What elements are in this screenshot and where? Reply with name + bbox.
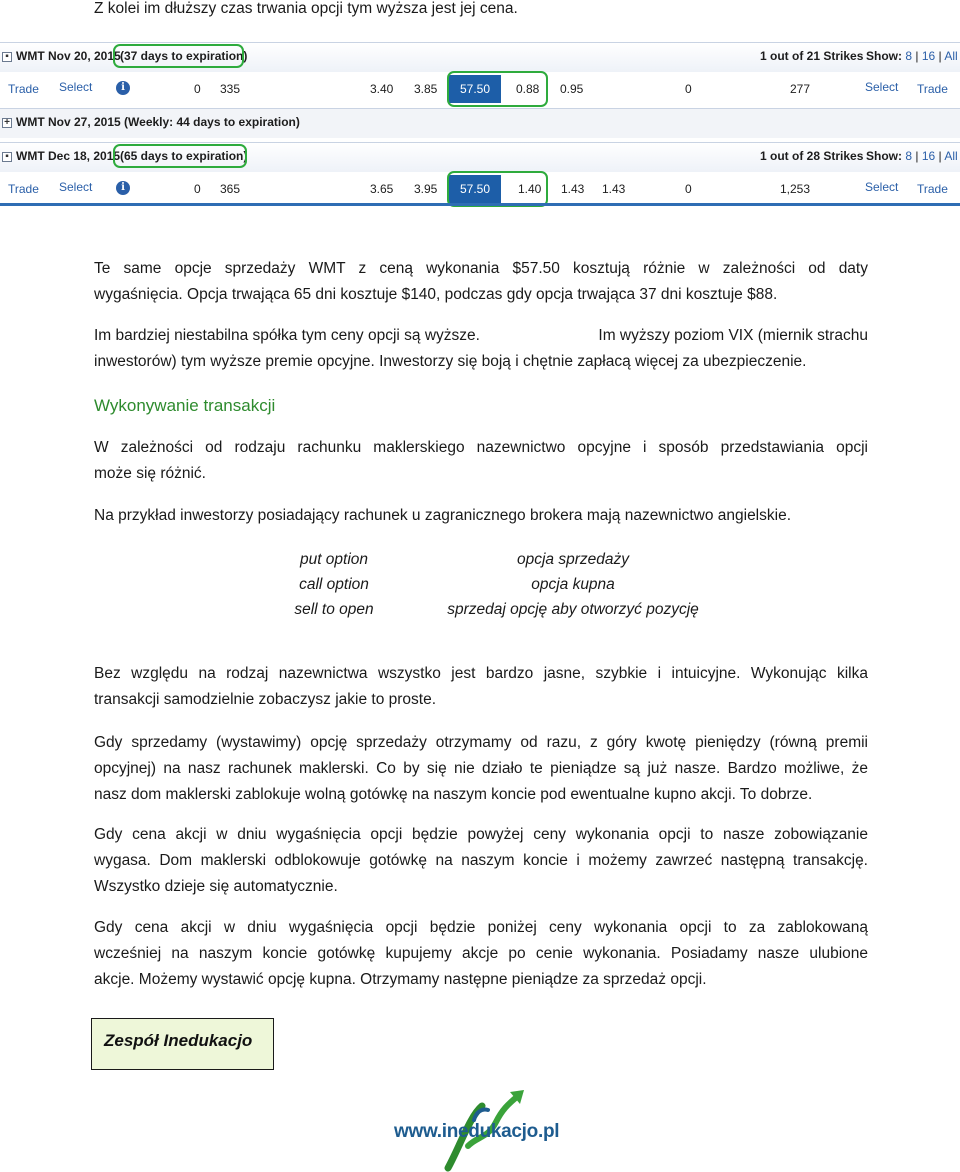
signature-box: [91, 1018, 274, 1070]
terms-table: [250, 547, 770, 622]
option-row-dec18: [0, 172, 960, 206]
days-to-expiration: (65 days to expiration): [120, 149, 248, 163]
paragraph-line: akcje. Możemy wystawić opcję kupna. Otrzymamy następne pieniądze za sprzedaż opcji.: [94, 971, 707, 988]
highlight-oval: [113, 144, 247, 168]
show-8-link[interactable]: 8: [905, 49, 913, 63]
cell-put-open-interest: 277: [790, 82, 811, 96]
trade-link-right[interactable]: Trade: [917, 82, 948, 96]
term-english: sell to open: [294, 601, 374, 618]
expiration-header-nov20[interactable]: [0, 42, 960, 72]
option-row-nov20: [0, 72, 960, 106]
highlight-oval: [447, 171, 548, 207]
show-label: Show:: [866, 49, 902, 63]
expiration-date: WMT Nov 27, 2015 (Weekly: 44 days to expiration): [16, 115, 300, 129]
select-link-right[interactable]: Select: [865, 80, 899, 94]
select-link-left[interactable]: Select: [59, 180, 93, 194]
paragraph-line: transakcji samodzielnie zobaczysz jakie to proste.: [94, 691, 437, 708]
logo-url: www.inedukacjo.pl: [394, 1121, 560, 1142]
paragraph-line: opcyjnej) na nasz rachunek maklerski. Co by się nie działo te pieniądze są już nasze. Bardzo możliwe, że: [94, 760, 868, 777]
cell-volume: 0: [194, 82, 201, 96]
cell-volume: 0: [194, 182, 201, 196]
paragraph-line: nasz dom maklerski zablokuje wolną gotówkę na naszym koncie pod ewentualne kupno akcji. To dobrze.: [94, 786, 813, 803]
select-link-left[interactable]: Select: [59, 80, 93, 94]
cell-put-ask: 1.43: [561, 182, 585, 196]
trade-link-left[interactable]: Trade: [8, 182, 39, 196]
paragraph-example: Na przykład inwestorzy posiadający rachunek u zagranicznego brokera mają nazewnictwo angielskie.: [94, 507, 792, 524]
term-row: [250, 547, 770, 572]
paragraph-line: Wszystko dzieje się automatycznie.: [94, 878, 338, 895]
paragraph-line: W zależności od rodzaju rachunku maklerskiego nazewnictwo opcyjne i sposób przedstawiania opcji: [94, 439, 868, 456]
paragraph-price-comparison: [94, 256, 868, 308]
paragraph-summary: [94, 661, 868, 713]
paragraph-below-strike: [94, 915, 868, 993]
paragraph-volatility: [94, 323, 868, 375]
strikes-count: 1 out of 28 Strikes: [760, 149, 864, 163]
days-to-expiration: (37 days to expiration): [120, 49, 248, 63]
section-heading: Wykonywanie transakcji: [94, 396, 276, 415]
row-divider: [0, 203, 960, 206]
cell-ask: 3.85: [414, 82, 438, 96]
paragraph-line: Gdy cena akcji w dniu wygaśnięcia opcji będzie powyżej ceny wykonania opcji to nasze zobowiązanie: [94, 826, 868, 843]
show-strikes-links: Show: 8 | 16 | All: [866, 149, 958, 163]
show-strikes-links: Show: 8 | 16 | All: [866, 49, 958, 63]
paragraph-line: Im bardziej niestabilna spółka tym ceny opcji są wyższe.: [94, 327, 480, 344]
paragraph-line: może się różnić.: [94, 465, 206, 482]
show-16-link[interactable]: 16: [921, 49, 936, 63]
collapse-icon[interactable]: ▪: [2, 152, 12, 162]
signature-text: Zespół Inedukacjo: [104, 1031, 253, 1050]
paragraph-line: Te same opcje sprzedaży WMT z ceną wykonania $57.50 kosztują różnie w zależności od daty: [94, 260, 868, 277]
cell-open-interest: 365: [220, 182, 241, 196]
info-icon[interactable]: i: [116, 81, 130, 95]
strikes-count: 1 out of 21 Strikes: [760, 49, 864, 63]
intro-line: Z kolei im dłuższy czas trwania opcji tym wyższa jest jej cena.: [94, 0, 518, 17]
show-8-link[interactable]: 8: [905, 149, 913, 163]
paragraph-above-strike: [94, 822, 868, 900]
trade-link-left[interactable]: Trade: [8, 82, 39, 96]
collapse-icon[interactable]: ▪: [2, 52, 12, 62]
paragraph-naming: [94, 435, 868, 487]
cell-put-ask: 0.95: [560, 82, 584, 96]
cell-put-last: 1.43: [602, 182, 626, 196]
term-polish: opcja kupna: [531, 576, 615, 593]
expiration-date: WMT Nov 20, 2015: [16, 49, 121, 63]
paragraph-line: Gdy cena akcji w dniu wygaśnięcia opcji będzie poniżej ceny wykonania opcji to za zablokowaną: [94, 919, 868, 936]
paragraph-line: Im wyższy poziom VIX (miernik strachu: [598, 327, 868, 344]
expiration-header-dec18[interactable]: [0, 142, 960, 172]
select-link-right[interactable]: Select: [865, 180, 899, 194]
paragraph-line: wygasa. Dom maklerski odblokowuje gotówkę na naszym koncie i możemy zawrzeć następną transakcję.: [94, 852, 868, 869]
term-english: put option: [299, 551, 369, 568]
term-polish: sprzedaj opcję aby otworzyć pozycję: [447, 601, 699, 618]
paragraph-line: wygaśnięcia. Opcja trwająca 65 dni kosztuje $140, podczas gdy opcja trwająca 37 dni kosztuje $88.: [94, 286, 778, 303]
paragraph-line: Gdy sprzedamy (wystawimy) opcję sprzedaży otrzymamy od razu, z góry kwotę pieniędzy (równą premii: [94, 734, 868, 751]
cell-bid: 3.40: [370, 82, 394, 96]
strike-price-cell: 57.50: [449, 75, 501, 103]
expiration-date: WMT Dec 18, 2015: [16, 149, 121, 163]
cell-ask: 3.95: [414, 182, 438, 196]
cell-put-open-interest: 1,253: [780, 182, 811, 196]
strike-price-cell: 57.50: [449, 175, 501, 203]
paragraph-selling-put: [94, 730, 868, 808]
cell-open-interest: 335: [220, 82, 241, 96]
term-row: [250, 572, 770, 597]
paragraph-line: Bez względu na rodzaj nazewnictwa wszystko jest bardzo jasne, szybkie i intuicyjne. Wykonując kilka: [94, 665, 868, 682]
term-english: call option: [299, 576, 369, 593]
show-label: Show:: [866, 149, 902, 163]
cell-put-bid: 0.88: [516, 82, 540, 96]
paragraph-line: wcześniej na naszym koncie gotówkę kupujemy akcje po cenie wykonania. Posiadamy nasze ulubione: [94, 945, 868, 962]
highlight-oval: [113, 44, 244, 68]
cell-put-volume: 0: [685, 82, 692, 96]
options-chain-screenshot: [0, 42, 960, 210]
term-polish: opcja sprzedaży: [516, 551, 629, 568]
show-16-link[interactable]: 16: [921, 149, 936, 163]
expiration-header-nov27[interactable]: [0, 108, 960, 138]
info-icon[interactable]: i: [116, 181, 130, 195]
highlight-oval: [447, 71, 548, 107]
show-all-link[interactable]: All: [944, 49, 958, 63]
trade-link-right[interactable]: Trade: [917, 182, 948, 196]
term-row: [250, 597, 770, 622]
cell-put-bid: 1.40: [518, 182, 542, 196]
cell-put-volume: 0: [685, 182, 692, 196]
expand-icon[interactable]: +: [2, 118, 12, 128]
show-all-link[interactable]: All: [944, 149, 958, 163]
cell-bid: 3.65: [370, 182, 394, 196]
paragraph-line: inwestorów) tym wyższe premie opcyjne. Inwestorzy się boją i chętnie zapłacą więcej za ubezpieczenie.: [94, 353, 807, 370]
